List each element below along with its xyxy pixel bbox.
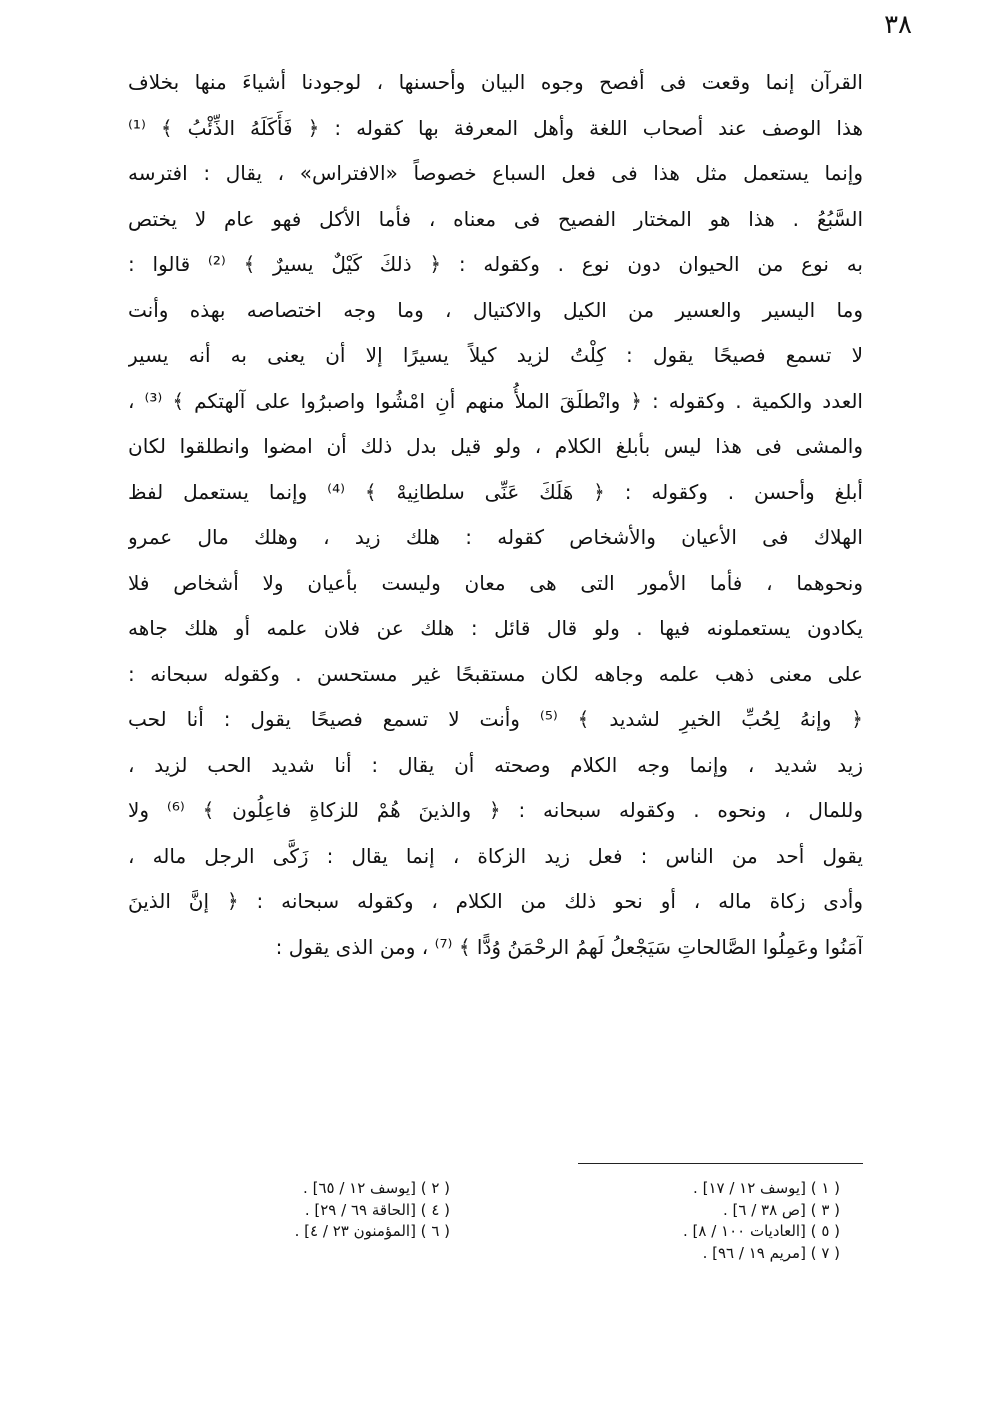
text-line: يقول أحد من الناس : فعل زيد الزكاة ، إنما يقال : زَكَّى الرجل ماله ،	[128, 843, 863, 868]
text-line: أبلغ وأحسن . وكقوله : ﴿ هَلَكَ عَنِّى سلطانِيهْ ﴾ ⁽⁴⁾ وإنما يستعمل لفظ	[128, 479, 863, 504]
text-line: يكادون يستعملونه فيها . ولو قال قائل : هلك عن فلان علمه أو هلك جاهه	[128, 616, 863, 640]
text-line: وما اليسير والعسير من الكيل والاكتيال ، وما وجه اختصاصه بهذه وأنت	[128, 297, 863, 322]
footnotes-left-column	[222, 1178, 450, 1243]
text-line: وأدى زكاة ماله ، أو نحو ذلك من الكلام ، وكقوله سبحانه : ﴿ إنَّ الذينَ	[128, 889, 863, 913]
text-line: السَّبُعُ . هذا هو المختار الفصيح فى معناه ، فأما الأكل فهو عام لا يختص	[128, 206, 863, 231]
page-number: ٣٨	[884, 10, 912, 40]
footnote-separator	[578, 1163, 863, 1164]
footnotes-right-column	[578, 1178, 840, 1264]
footnote: ( ٧ ) [مريم ١٩ / ٩٦] .	[702, 1243, 840, 1262]
footnote: ( ٣ ) [ص ٣٨ / ٦] .	[722, 1200, 840, 1219]
footnote: ( ٦ ) [المؤمنون ٢٣ / ٤] .	[294, 1222, 450, 1240]
text-line: على معنى ذهب علمه وجاهه لكان مستقبحًا غير مستحسن . وكقوله سبحانه :	[128, 661, 863, 686]
footnote: ( ١ ) [يوسف ١٢ / ١٧] .	[693, 1179, 840, 1197]
footnote: ( ٢ ) [يوسف ١٢ / ٦٥] .	[303, 1179, 450, 1197]
footnote: ( ٥ ) [العاديات ١٠٠ / ٨] .	[682, 1222, 840, 1240]
text-line: القرآن إنما وقعت فى أفصح وجوه البيان وأحسنها ، لوجودنا أشياءَ منها بخلاف	[128, 70, 863, 94]
text-line: ونحوهما ، فأما الأمور التى هى معان وليست بأعيان ولا أشخاص فلا	[128, 570, 863, 595]
text-line: العدد والكمية . وكقوله : ﴿ وانْطلَقَ الملأُ منهم أنِ امْشُوا واصبرُوا على آلهتكم ﴾ ⁽³⁾ ،	[128, 388, 863, 413]
text-line: وللمال ، ونحوه . وكقوله سبحانه : ﴿ والذينَ هُمْ للزكاةِ فاعِلُون ﴾ ⁽⁶⁾ ولا	[128, 798, 863, 822]
text-line: آمَنُوا وعَمِلُوا الصَّالحاتِ سَيَجْعلُ لَهمُ الرحْمَنُ وُدًّا ﴾ ⁽⁷⁾ ، ومن الذى يقول :	[275, 934, 863, 959]
text-line: به نوع من الحيوان دون نوع . وكقوله : ﴿ ذلكَ كَيْلٌ يسيرٌ ﴾ ⁽²⁾ قالوا :	[128, 252, 863, 276]
text-line: لا تسمع فصيحًا يقول : كِلْتُ لزيد كيلاً يسيرًا إلا أن يعنى به أنه يسير	[128, 343, 863, 367]
body-text	[128, 60, 863, 970]
footnote: ( ٤ ) [الحاقة ٦٩ / ٢٩] .	[304, 1200, 450, 1219]
text-line: ﴿ وإنهُ لِحُبِّ الخيرِ لشديد ﴾ ⁽⁵⁾ وأنت لا تسمع فصيحًا يقول : أنا لحب	[128, 707, 863, 731]
text-line: زيد شديد ، وإنما وجه الكلام وصحته أن يقال : أنا شديد الحب لزيد ،	[128, 752, 863, 777]
text-line: وإنما يستعمل مثل هذا فى فعل السباع خصوصاً «الافتراس» ، يقال : افترسه	[128, 161, 863, 185]
text-line: والمشى فى هذا ليس بأبلغ الكلام ، ولو قيل بدل ذلك أن امضوا وانطلقوا لكان	[128, 434, 863, 458]
text-line: هذا الوصف عند أصحاب اللغة وأهل المعرفة بها كقوله : ﴿ فَأَكَلَهُ الذِّئْبُ ﴾ ⁽¹⁾	[128, 115, 863, 140]
text-line: الهلاك فى الأعيان والأشخاص كقوله : هلك زيد ، وهلك مال عمرو	[128, 525, 863, 549]
